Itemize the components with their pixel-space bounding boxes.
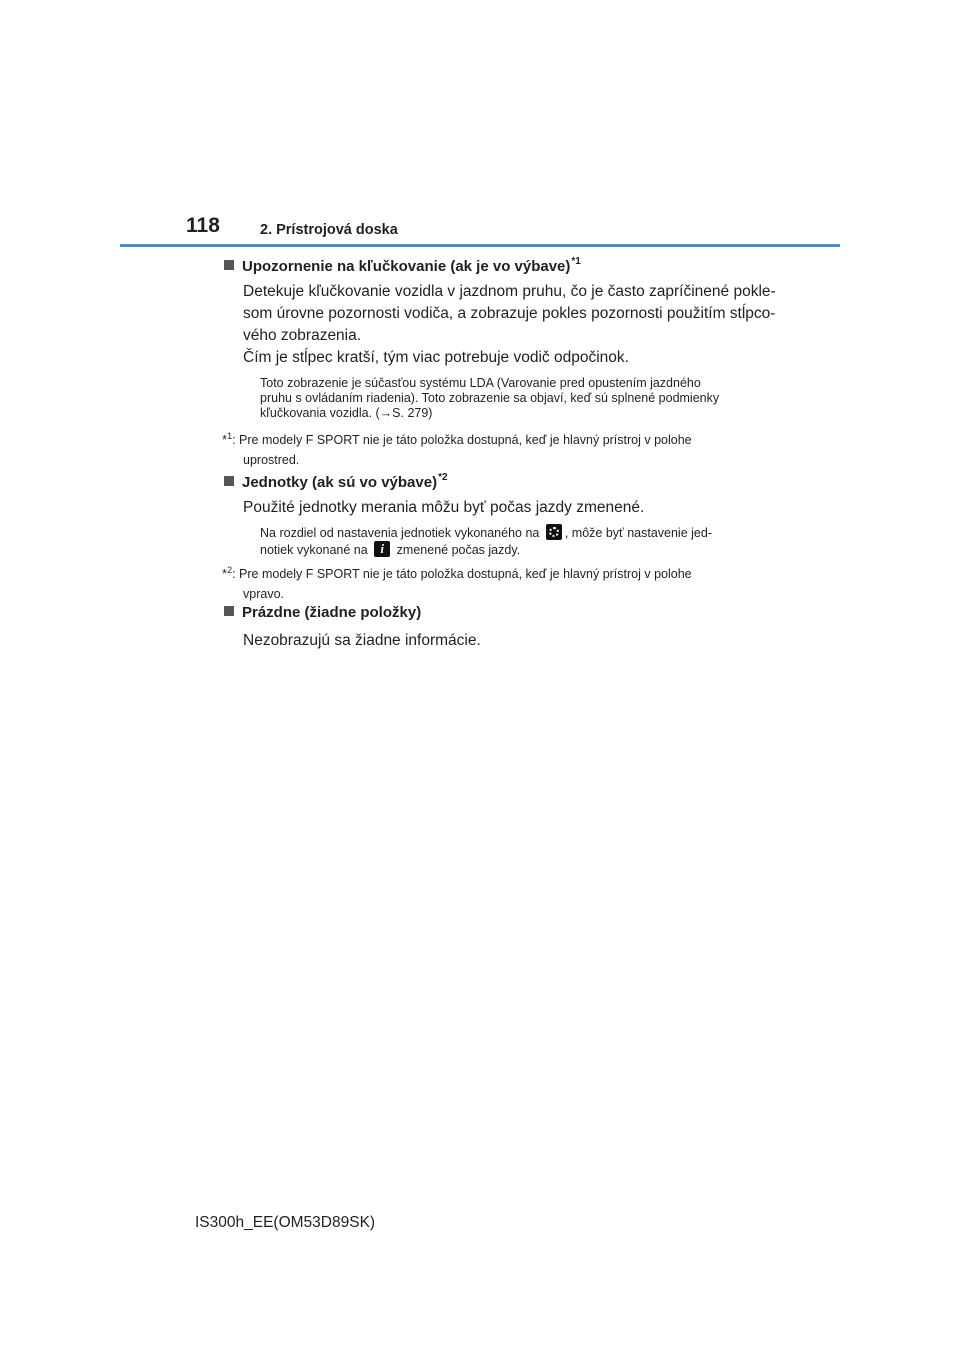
settings-gear-icon: [546, 524, 562, 540]
square-bullet-icon: [224, 476, 234, 486]
body-line: Čím je stĺpec kratší, tým viac potrebuje vodič odpočinok.: [243, 349, 629, 366]
footnote-text: : Pre modely F SPORT nie je táto položka dostupná, keď je hlavný prístroj v polohe: [232, 567, 692, 581]
heading-text: Jednotky (ak sú vo výbave): [242, 474, 438, 491]
lane-drift-description: [243, 281, 776, 369]
heading-lane-drift-warning: [224, 256, 581, 275]
note-line: pruhu s ovládaním riadenia). Toto zobrazenie sa objaví, keď sú splnené podmienky: [260, 391, 720, 405]
footnote-ref: *1: [571, 256, 581, 267]
units-note: Na rozdiel od nastavenia jednotiek vykonaného na , môže byť nastavenie jed- notiek vykonané na i zmenené počas jazdy.: [260, 526, 712, 557]
document-code: IS300h_EE(OM53D89SK): [195, 1214, 376, 1231]
body-line: Použité jednotky merania môžu byť počas jazdy zmenené.: [243, 499, 645, 516]
units-description: [243, 497, 743, 519]
footnote-1: [222, 426, 745, 470]
section-title: 2. Prístrojová doska: [260, 222, 398, 238]
footnote-text: uprostred.: [243, 453, 300, 467]
heading-text: Upozornenie na kľučkovanie (ak je vo výbave): [242, 258, 571, 275]
header-divider: [120, 244, 840, 247]
heading-text: Prázdne (žiadne položky): [242, 604, 422, 621]
heading-blank: [224, 604, 421, 621]
footnote-text: vpravo.: [243, 587, 284, 601]
footnote-ref: *2: [438, 472, 448, 483]
square-bullet-icon: [224, 606, 234, 616]
footnote-text: : Pre modely F SPORT nie je táto položka dostupná, keď je hlavný prístroj v polohe: [232, 433, 692, 447]
footnote-2: [222, 560, 745, 604]
footnote-mark: *$^1$: [222, 431, 233, 447]
body-line: som úrovne pozornosti vodiča, a zobrazuje pokles pozornosti použitím stĺpco-: [243, 305, 776, 322]
note-line: kľučkovania vozidla. (→S. 279): [260, 406, 433, 420]
body-line: vého zobrazenia.: [243, 327, 362, 344]
square-bullet-icon: [224, 260, 234, 270]
lda-note: [260, 376, 745, 421]
info-icon: i: [374, 541, 390, 557]
note-line: Toto zobrazenie je súčasťou systému LDA (Varovanie pred opustením jazdného: [260, 376, 701, 390]
body-line: Nezobrazujú sa žiadne informácie.: [243, 632, 481, 649]
page-number: 118: [186, 214, 220, 237]
heading-units: [224, 472, 448, 491]
blank-description: [243, 630, 743, 652]
footnote-mark: *$^2$: [222, 565, 233, 581]
body-line: Detekuje kľučkovanie vozidla v jazdnom pruhu, čo je často zapríčinené pokle-: [243, 283, 776, 300]
